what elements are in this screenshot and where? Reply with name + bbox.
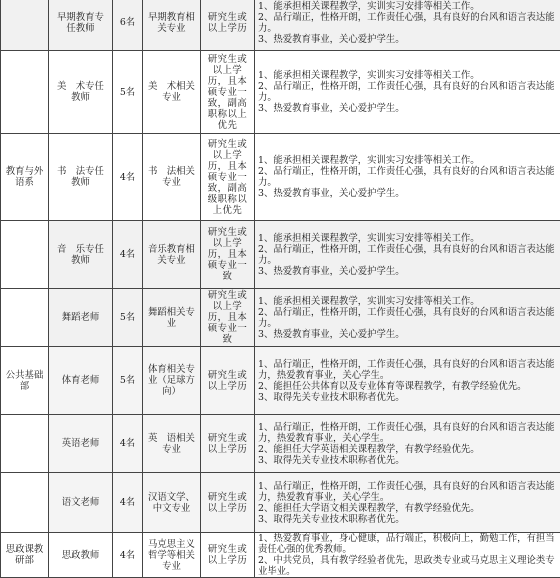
- requirement-line: 2、能担任大学语文相关课程教学，有教学经验优先。: [258, 503, 559, 514]
- major-cell: 英 语相关专业: [143, 415, 201, 473]
- count-cell: 5名: [113, 347, 143, 415]
- table-row: [1, 0, 560, 51]
- education-cell: 研究生或以上学历: [201, 0, 255, 51]
- position-cell: 书 法专任教师: [49, 134, 113, 221]
- requirement-line: 1、品行端正，性格开朗，工作责任心强，具有良好的台风和语言表达能力，热爱教育事业，关心学生。: [258, 359, 559, 381]
- requirement-line: 3、取得先关专业技术职称者优先。: [258, 455, 559, 466]
- count-cell: 5名: [113, 289, 143, 347]
- requirements-cell: [255, 289, 560, 347]
- requirement-line: 1、能承担相关课程教学，实训实习安排等相关工作。: [258, 233, 559, 244]
- count-cell: 4名: [113, 134, 143, 221]
- requirement-line: 1、品行端正，性格开朗，工作责任心强，具有良好的台风和语言表达能力，热爱教育事业，关心学生。: [258, 481, 559, 503]
- requirement-line: 2、品行端正，性格开朗，工作责任心强，具有良好的台风和语言表达能力。: [258, 307, 559, 329]
- requirement-line: 3、热爱教育事业，关心爱护学生。: [258, 266, 559, 277]
- table-row: [1, 473, 560, 533]
- education-cell: 研究生或以上学历，且本硕专业一致: [201, 221, 255, 289]
- count-cell: 5名: [113, 51, 143, 134]
- requirement-line: 3、取得先关专业技术职称者优先。: [258, 514, 559, 525]
- requirement-line: 2、品行端正，性格开朗，工作责任心强，具有良好的台风和语言表达能力。: [258, 244, 559, 266]
- position-cell: 早期教育专任教师: [49, 0, 113, 51]
- table-row: [1, 51, 560, 134]
- requirement-line: 2、能担任公共体育以及专业体育等课程教学，有教学经验优先。: [258, 381, 559, 392]
- requirements-cell: [255, 134, 560, 221]
- position-cell: 体育老师: [49, 347, 113, 415]
- requirements-cell: [255, 347, 560, 415]
- requirement-line: 1、热爱教育事业，身心健康，品行端正，积极向上，勤勉工作，有担当责任心强的优秀教师。: [258, 533, 559, 555]
- requirement-line: 2、中共党员，具有教学经验者优先，思政类专业或马克思主义理论类专业毕业。: [258, 555, 559, 577]
- department-cell: [1, 289, 49, 347]
- major-cell: 书 法相关专业: [143, 134, 201, 221]
- requirement-line: 1、能承担相关课程教学，实训实习安排等相关工作。: [258, 155, 559, 166]
- position-cell: 舞蹈老师: [49, 289, 113, 347]
- requirement-line: 3、热爱教育事业，关心爱护学生。: [258, 188, 559, 199]
- count-cell: 6名: [113, 0, 143, 51]
- requirement-line: 1、能承担相关课程教学，实训实习安排等相关工作。: [258, 70, 559, 81]
- department-cell: [1, 51, 49, 134]
- major-cell: 美 术相关专业: [143, 51, 201, 134]
- department-cell: 思政课教研部: [1, 533, 49, 578]
- requirements-cell: [255, 0, 560, 51]
- education-cell: 研究生或以上学历，且本硕专业一致: [201, 289, 255, 347]
- major-cell: 舞蹈相关专业: [143, 289, 201, 347]
- requirement-line: 2、能担任大学英语相关课程教学，有教学经验优先。: [258, 444, 559, 455]
- education-cell: 研究生或以上学历: [201, 473, 255, 533]
- requirement-line: 2、品行端正，性格开朗，工作责任心强，具有良好的台风和语言表达能力。: [258, 81, 559, 103]
- major-cell: 马克思主义哲学等相关专业: [143, 533, 201, 578]
- major-cell: 音乐教育相关专业: [143, 221, 201, 289]
- position-cell: 思政教师: [49, 533, 113, 578]
- requirements-cell: [255, 533, 560, 578]
- requirements-cell: [255, 473, 560, 533]
- table-row: [1, 221, 560, 289]
- major-cell: 汉语文学、中文专业: [143, 473, 201, 533]
- department-cell: [1, 0, 49, 51]
- table-row: [1, 289, 560, 347]
- position-cell: 英语老师: [49, 415, 113, 473]
- requirement-line: 1、能承担相关课程教学，实训实习安排等相关工作。: [258, 296, 559, 307]
- requirement-line: 3、热爱教育事业，关心爱护学生。: [258, 329, 559, 340]
- count-cell: 4名: [113, 473, 143, 533]
- department-cell: [1, 415, 49, 473]
- requirement-line: 2、品行端正，性格开朗，工作责任心强，具有良好的台风和语言表达能力。: [258, 166, 559, 188]
- education-cell: 研究生或以上学历，且本硕专业一致，副高职称以上优先: [201, 51, 255, 134]
- position-cell: 美 术专任教师: [49, 51, 113, 134]
- requirement-line: 1、能承担相关课程教学，实训实习安排等相关工作。: [258, 1, 559, 12]
- education-cell: 研究生或以上学历，且本硕专业一致，副高级职称以上优先: [201, 134, 255, 221]
- count-cell: 4名: [113, 221, 143, 289]
- table-row: [1, 415, 560, 473]
- table-row: [1, 134, 560, 221]
- requirement-line: 3、热爱教育事业，关心爱护学生。: [258, 103, 559, 114]
- requirement-line: 3、取得先关专业技术职称者优先。: [258, 392, 559, 403]
- requirements-cell: [255, 51, 560, 134]
- position-cell: 语文老师: [49, 473, 113, 533]
- table-row: [1, 533, 560, 578]
- requirements-cell: [255, 415, 560, 473]
- department-cell: 公共基础部: [1, 347, 49, 415]
- requirement-line: 1、品行端正，性格开朗，工作责任心强，具有良好的台风和语言表达能力，热爱教育事业，关心学生。: [258, 422, 559, 444]
- table-row: [1, 347, 560, 415]
- position-cell: 音 乐专任教师: [49, 221, 113, 289]
- education-cell: 研究生或以上学历: [201, 415, 255, 473]
- requirement-line: 2、品行端正，性格开朗，工作责任心强，具有良好的台风和语言表达能力。: [258, 12, 559, 34]
- department-cell: 教育与外语系: [1, 134, 49, 221]
- major-cell: 早期教育相关专业: [143, 0, 201, 51]
- department-cell: [1, 221, 49, 289]
- education-cell: 研究生或以上学历: [201, 347, 255, 415]
- count-cell: 4名: [113, 533, 143, 578]
- education-cell: 研究生或以上学历: [201, 533, 255, 578]
- requirements-cell: [255, 221, 560, 289]
- department-cell: [1, 473, 49, 533]
- count-cell: 4名: [113, 415, 143, 473]
- requirement-line: 3、热爱教育事业，关心爱护学生。: [258, 34, 559, 45]
- major-cell: 体育相关专业（足球方向）: [143, 347, 201, 415]
